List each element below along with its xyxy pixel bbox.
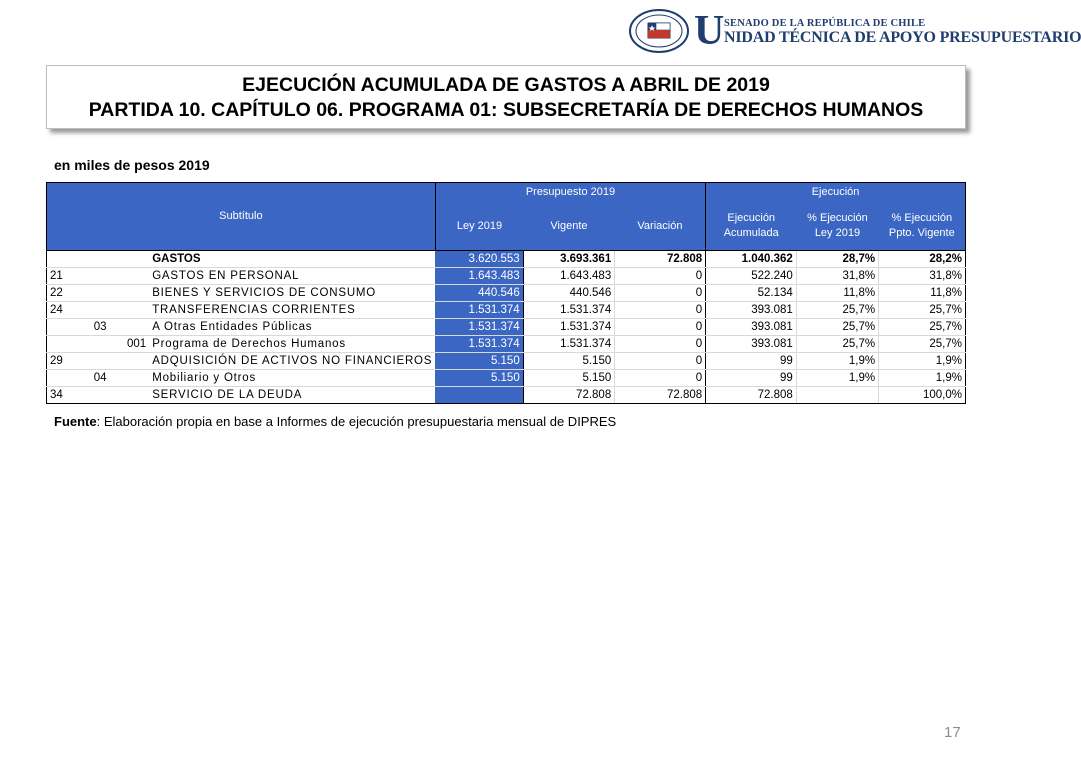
cell-pct-vigente: 1,9%: [879, 370, 966, 387]
cell-ley: 440.546: [435, 285, 523, 302]
cell-item: [82, 387, 118, 404]
cell-variacion: 0: [615, 336, 706, 353]
cell-variacion: 0: [615, 268, 706, 285]
cell-subtitulo: [47, 370, 83, 387]
cell-ley: 1.531.374: [435, 302, 523, 319]
cell-vigente: 440.546: [523, 285, 615, 302]
cell-ejecucion: 99: [706, 353, 797, 370]
cell-asignacion: [118, 268, 149, 285]
cell-name: TRANSFERENCIAS CORRIENTES: [149, 302, 435, 319]
cell-pct-vigente: 25,7%: [879, 319, 966, 336]
cell-vigente: 3.693.361: [523, 251, 615, 268]
cell-pct-ley: 31,8%: [796, 268, 878, 285]
header-ejec-acum: Ejecución Acumulada: [706, 203, 797, 251]
cell-ley: 3.620.553: [435, 251, 523, 268]
cell-variacion: 72.808: [615, 387, 706, 404]
cell-subtitulo: [47, 336, 83, 353]
cell-ley: 1.643.483: [435, 268, 523, 285]
header-pct-ley: % Ejecución Ley 2019: [796, 203, 878, 251]
cell-vigente: 1.531.374: [523, 302, 615, 319]
cell-variacion: 0: [615, 285, 706, 302]
cell-item: [82, 336, 118, 353]
cell-asignacion: [118, 251, 149, 268]
cell-variacion: 0: [615, 353, 706, 370]
cell-pct-ley: [796, 387, 878, 404]
cell-ejecucion: 393.081: [706, 336, 797, 353]
logo-senate-name: SENADO DE LA REPÚBLICA DE CHILE: [724, 18, 926, 29]
cell-item: 04: [82, 370, 118, 387]
cell-item: [82, 302, 118, 319]
cell-vigente: 5.150: [523, 370, 615, 387]
cell-ley: 5.150: [435, 353, 523, 370]
cell-asignacion: [118, 370, 149, 387]
cell-ejecucion: 1.040.362: [706, 251, 797, 268]
cell-ley: [435, 387, 523, 404]
senate-logo: [628, 8, 1081, 58]
header-vigente: Vigente: [523, 203, 615, 251]
cell-ejecucion: 393.081: [706, 302, 797, 319]
cell-variacion: 0: [615, 370, 706, 387]
cell-vigente: 1.531.374: [523, 336, 615, 353]
source-note: [54, 414, 616, 429]
cell-pct-ley: 25,7%: [796, 302, 878, 319]
cell-subtitulo: [47, 319, 83, 336]
logo-initial: U: [694, 8, 725, 54]
table-row: [47, 353, 966, 370]
page-number: 17: [944, 724, 961, 741]
cell-pct-ley: 25,7%: [796, 319, 878, 336]
cell-asignacion: [118, 285, 149, 302]
cell-vigente: 1.531.374: [523, 319, 615, 336]
cell-ley: 1.531.374: [435, 336, 523, 353]
cell-name: ADQUISICIÓN DE ACTIVOS NO FINANCIEROS: [149, 353, 435, 370]
header-presupuesto: Presupuesto 2019: [435, 183, 705, 203]
cell-item: [82, 268, 118, 285]
cell-pct-vigente: 25,7%: [879, 302, 966, 319]
table-row: [47, 285, 966, 302]
title-box: [46, 65, 966, 129]
cell-asignacion: [118, 302, 149, 319]
cell-pct-ley: 28,7%: [796, 251, 878, 268]
cell-vigente: 5.150: [523, 353, 615, 370]
cell-vigente: 72.808: [523, 387, 615, 404]
cell-name: A Otras Entidades Públicas: [149, 319, 435, 336]
cell-subtitulo: 22: [47, 285, 83, 302]
cell-name: GASTOS EN PERSONAL: [149, 268, 435, 285]
senate-seal-icon: [628, 8, 690, 54]
cell-variacion: 72.808: [615, 251, 706, 268]
cell-pct-ley: 1,9%: [796, 353, 878, 370]
cell-pct-vigente: 31,8%: [879, 268, 966, 285]
cell-ejecucion: 99: [706, 370, 797, 387]
cell-ley: 1.531.374: [435, 319, 523, 336]
cell-pct-vigente: 1,9%: [879, 353, 966, 370]
cell-item: 03: [82, 319, 118, 336]
cell-item: [82, 251, 118, 268]
budget-table: [46, 182, 966, 404]
source-text: : Elaboración propia en base a Informes de ejecución presupuestaria mensual de DIPRES: [96, 414, 617, 429]
cell-asignacion: [118, 319, 149, 336]
header-pct-vigente: % Ejecución Ppto. Vigente: [879, 203, 966, 251]
cell-vigente: 1.643.483: [523, 268, 615, 285]
cell-item: [82, 353, 118, 370]
table-row: [47, 251, 966, 268]
cell-pct-ley: 25,7%: [796, 336, 878, 353]
cell-subtitulo: 29: [47, 353, 83, 370]
cell-pct-ley: 1,9%: [796, 370, 878, 387]
table-row: [47, 336, 966, 353]
cell-subtitulo: 21: [47, 268, 83, 285]
cell-subtitulo: [47, 251, 83, 268]
cell-item: [82, 285, 118, 302]
cell-asignacion: [118, 353, 149, 370]
cell-asignacion: 001: [118, 336, 149, 353]
cell-name: SERVICIO DE LA DEUDA: [149, 387, 435, 404]
cell-variacion: 0: [615, 319, 706, 336]
source-label: Fuente: [54, 414, 97, 429]
cell-pct-vigente: 28,2%: [879, 251, 966, 268]
header-ley: Ley 2019: [435, 203, 523, 251]
cell-ejecucion: 393.081: [706, 319, 797, 336]
cell-pct-vigente: 11,8%: [879, 285, 966, 302]
cell-ejecucion: 522.240: [706, 268, 797, 285]
title-line-1: EJECUCIÓN ACUMULADA DE GASTOS A ABRIL DE 2019: [242, 74, 770, 96]
header-ejecucion: Ejecución: [706, 183, 966, 203]
table-row: [47, 302, 966, 319]
cell-subtitulo: 34: [47, 387, 83, 404]
cell-variacion: 0: [615, 302, 706, 319]
cell-pct-vigente: 100,0%: [879, 387, 966, 404]
cell-pct-vigente: 25,7%: [879, 336, 966, 353]
table-header-row-1: [47, 183, 966, 203]
cell-pct-ley: 11,8%: [796, 285, 878, 302]
header-subtitulo: Subtítulo: [47, 183, 436, 251]
table-row: [47, 268, 966, 285]
cell-ley: 5.150: [435, 370, 523, 387]
table-row: [47, 370, 966, 387]
cell-name: Mobiliario y Otros: [149, 370, 435, 387]
cell-name: Programa de Derechos Humanos: [149, 336, 435, 353]
cell-name: BIENES Y SERVICIOS DE CONSUMO: [149, 285, 435, 302]
cell-name: GASTOS: [149, 251, 435, 268]
logo-unit-name: NIDAD TÉCNICA DE APOYO PRESUPUESTARIO: [724, 29, 1081, 46]
cell-ejecucion: 52.134: [706, 285, 797, 302]
table-row: [47, 319, 966, 336]
units-label: en miles de pesos 2019: [54, 157, 210, 173]
cell-asignacion: [118, 387, 149, 404]
header-variacion: Variación: [615, 203, 706, 251]
cell-subtitulo: 24: [47, 302, 83, 319]
title-line-2: PARTIDA 10. CAPÍTULO 06. PROGRAMA 01: SUBSECRETARÍA DE DERECHOS HUMANOS: [88, 99, 924, 121]
table-row: [47, 387, 966, 404]
cell-ejecucion: 72.808: [706, 387, 797, 404]
